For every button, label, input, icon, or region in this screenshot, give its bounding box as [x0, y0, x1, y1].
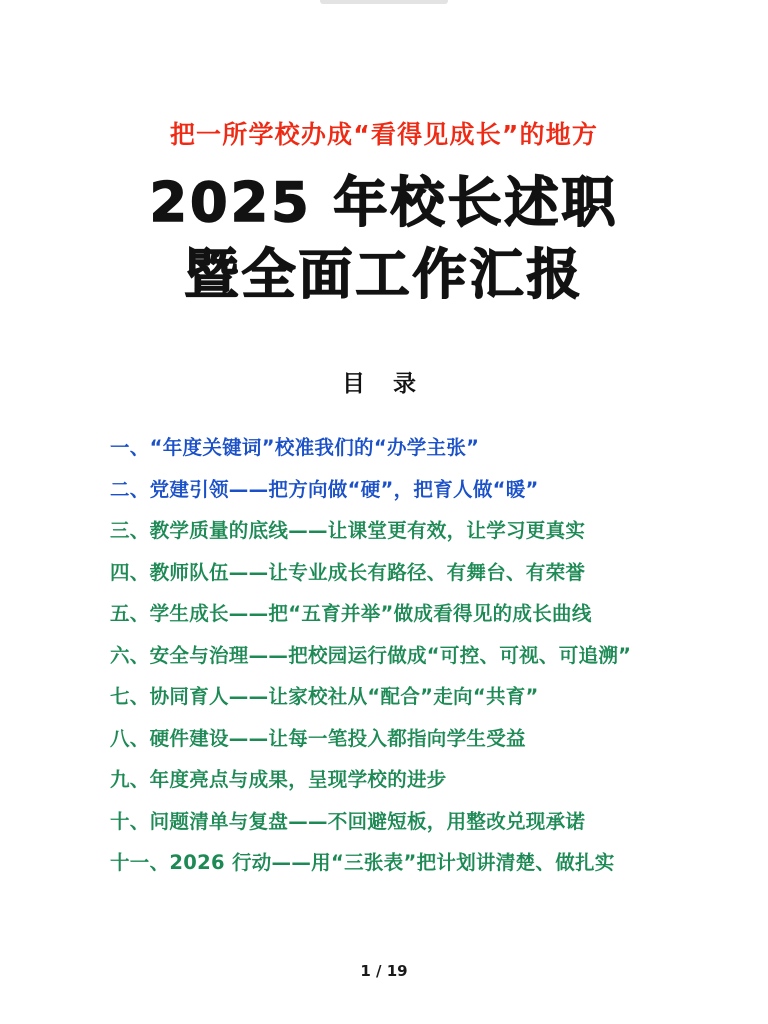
title-line-1: 2025 年校长述职	[149, 171, 619, 234]
toc-item: 七、协同育人——让家校社从“配合”走向“共育”	[110, 685, 539, 708]
toc-item: 五、学生成长——把“五育并举”做成看得见的成长曲线	[110, 602, 592, 625]
toc-item: 十一、2026 行动——用“三张表”把计划讲清楚、做扎实	[110, 851, 615, 874]
toc-item: 六、安全与治理——把校园运行做成“可控、可视、可追溯”	[110, 643, 632, 667]
page-number: 1 / 19	[360, 962, 408, 980]
page-title	[0, 167, 768, 311]
toc-item: 一、“年度关键词”校准我们的“办学主张”	[110, 436, 480, 459]
toc-item: 四、教师队伍——让专业成长有路径、有舞台、有荣誉	[110, 560, 586, 584]
status-bar	[0, 0, 768, 7]
toc-item: 十、问题清单与复盘——不回避短板，用整改兑现承诺	[110, 809, 586, 833]
kicker-text: 把一所学校办成“看得见成长”的地方	[169, 120, 599, 149]
title-line-2: 暨全面工作汇报	[184, 243, 584, 306]
toc-item: 二、党建引领——把方向做“硬”，把育人做“暖”	[110, 477, 539, 501]
slide-canvas	[0, 7, 768, 1024]
toc-item: 三、教学质量的底线——让课堂更有效，让学习更真实	[110, 519, 586, 542]
toc-item: 九、年度亮点与成果，呈现学校的进步	[110, 768, 447, 791]
toc-item: 八、硬件建设——让每一笔投入都指向学生受益	[110, 726, 526, 750]
notch-indicator	[320, 0, 448, 4]
toc-heading: 目 录	[341, 371, 426, 397]
table-of-contents	[110, 427, 680, 884]
